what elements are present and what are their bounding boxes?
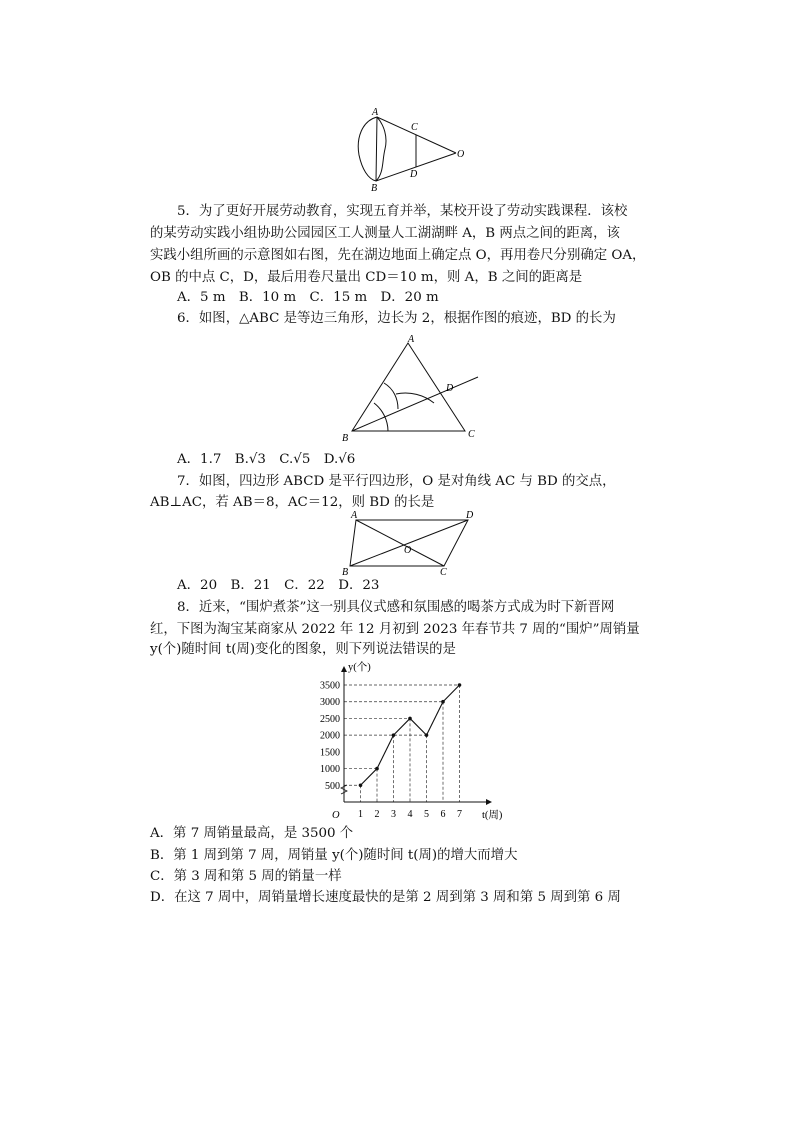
- label-c: C: [440, 567, 447, 578]
- x-axis-label: t(周): [482, 810, 503, 821]
- label-c: C: [468, 429, 475, 440]
- data-point: [441, 700, 445, 704]
- diagonal-ac: [356, 520, 444, 566]
- diagonal-bd: [350, 520, 468, 566]
- label-d: D: [410, 169, 418, 180]
- q7-line-2: AB⊥AC，若 AB＝8，AC＝12，则 BD 的长是: [150, 495, 435, 510]
- q8-line-2: 红，下图为淘宝某商家从 2022 年 12 月初到 2023 年春节共 7 周的“围炉”周销量: [150, 622, 640, 637]
- q5-line-3: 实践小组所画的示意图如右图，先在湖边地面上确定点 O，再用卷尺分别确定 OA，: [150, 248, 646, 263]
- series-segment: [377, 735, 394, 768]
- series-segment: [427, 702, 444, 735]
- y-tick-label: 1000: [320, 764, 340, 776]
- data-point: [359, 783, 363, 787]
- lake-figure: [350, 103, 470, 193]
- segment-ab: [376, 117, 377, 181]
- q5-line-1: 5．为了更好开展劳动教育，实现五育并举，某校开设了劳动实践课程．该校: [177, 204, 628, 219]
- triangle-figure: [340, 333, 490, 445]
- y-tick-label: 500: [325, 780, 340, 792]
- axis-break-mark: [341, 785, 347, 794]
- y-tick-label: 2500: [320, 713, 340, 725]
- label-o: O: [457, 149, 465, 160]
- x-tick-label: 5: [424, 809, 429, 820]
- series-segment: [361, 769, 378, 786]
- q6-options: A．1.7 B.√3 C.√5 D.√6: [177, 452, 356, 467]
- data-point: [408, 717, 412, 721]
- bisector-bd: [352, 377, 478, 431]
- q5-line-2: 的某劳动实践小组协助公园园区工人测量人工湖湖畔 A，B 两点之间的距离，该: [150, 226, 620, 241]
- series-segment: [443, 685, 460, 702]
- q7-line-1: 7．如图，四边形 ABCD 是平行四边形，O 是对角线 AC 与 BD 的交点，: [177, 474, 616, 489]
- x-tick-label: 1: [358, 809, 363, 820]
- series-segment: [394, 718, 411, 735]
- x-tick-label: 6: [440, 809, 446, 820]
- label-b: B: [342, 433, 349, 444]
- series-segment: [410, 718, 427, 735]
- q6-question: 6．如图，△ABC 是等边三角形，边长为 2，根据作图的痕迹，BD 的长为: [177, 311, 616, 326]
- label-b: B: [371, 183, 378, 193]
- label-o: O: [404, 545, 412, 556]
- x-tick-label: 3: [391, 809, 396, 820]
- y-tick-label: 3000: [320, 697, 340, 709]
- label-d: D: [466, 510, 474, 521]
- y-tick-label: 3500: [320, 680, 340, 692]
- y-tick-label: 1500: [320, 747, 340, 759]
- x-tick-label: 4: [407, 809, 413, 820]
- parallelogram-figure: [340, 508, 490, 578]
- y-axis-label: y(个): [348, 662, 371, 673]
- q7-options: A．20 B．21 C．22 D．23: [177, 578, 380, 593]
- data-point: [425, 733, 429, 737]
- q5-line-4: OB 的中点 C，D，最后用卷尺量出 CD＝10 m，则 A，B 之间的距离是: [150, 270, 583, 285]
- origin-label: O: [332, 810, 340, 821]
- label-a: A: [408, 334, 415, 345]
- data-point: [392, 733, 396, 737]
- y-axis-arrow: [341, 666, 347, 672]
- label-c: C: [411, 122, 418, 133]
- q8-option-c: C．第 3 周和第 5 周的销量一样: [150, 869, 342, 884]
- q8-option-a: A．第 7 周销量最高，是 3500 个: [150, 826, 354, 841]
- q8-line-1: 8．近来，“围炉煮茶”这一别具仪式感和氛围感的喝茶方式成为时下新晋网: [177, 600, 615, 615]
- x-tick-label: 2: [374, 809, 380, 820]
- label-a: A: [372, 107, 379, 118]
- label-a: A: [351, 510, 358, 521]
- data-point: [458, 683, 462, 687]
- x-axis-arrow: [486, 799, 492, 805]
- q5-options: A．5 m B．10 m C．15 m D．20 m: [177, 290, 439, 305]
- label-b: B: [342, 567, 349, 578]
- x-tick-label: 7: [457, 809, 462, 820]
- lake-outline: [358, 117, 386, 181]
- q8-line-3: y(个)随时间 t(周)变化的图象，则下列说法错误的是: [150, 642, 456, 657]
- q8-option-d: D．在这 7 周中，周销量增长速度最快的是第 2 周到第 3 周和第 5 周到第 6 周: [150, 890, 621, 905]
- construction-arc-upper: [384, 383, 398, 409]
- sales-line-chart: [300, 656, 530, 826]
- y-tick-label: 2000: [320, 730, 340, 742]
- label-d: D: [446, 383, 454, 394]
- data-point: [375, 767, 379, 771]
- q8-option-b: B．第 1 周到第 7 周，周销量 y(个)随时间 t(周)的增大而增大: [150, 848, 518, 863]
